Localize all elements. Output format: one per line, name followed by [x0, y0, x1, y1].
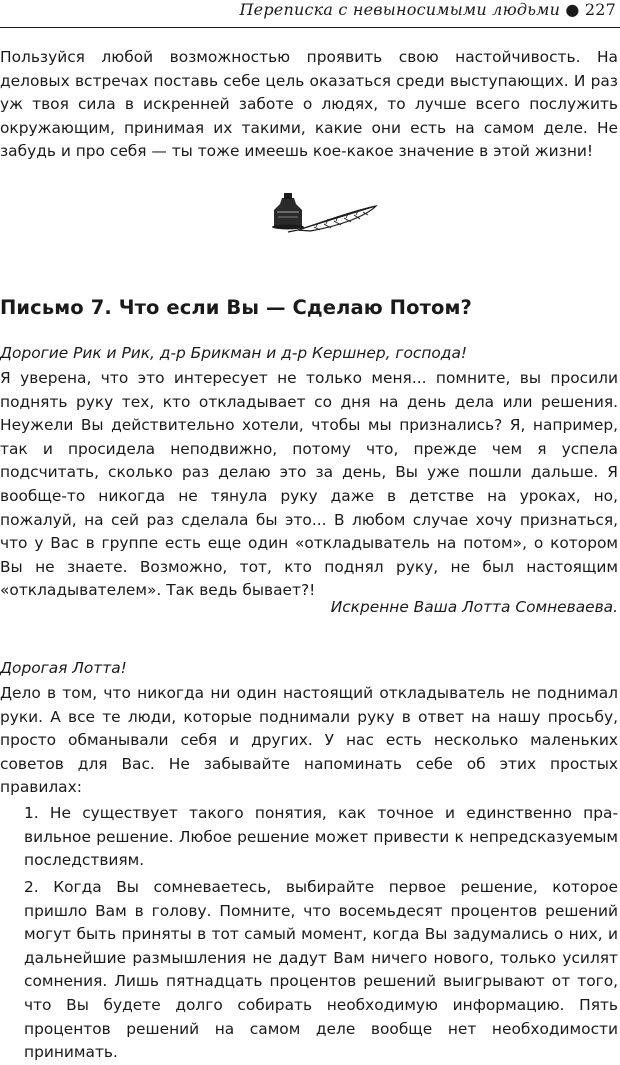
running-title: Переписка с невыносимыми людьми [239, 0, 561, 19]
header-bullet: ● [565, 0, 580, 19]
reply-greeting: Дорогая Лотта! [0, 659, 127, 677]
rule-item: 2. Когда Вы сомневаетесь, выбирайте первое решение, которое пришло Вам в голову. Помните, что восемьдесят процентов решений могут быть приняты в тот самый момент, когда Вы задумались о них, и дальнейшие размышления не дадут Вам ничего нового, только усилят сомнения. Лишь пятнадцать процентов решений выигрывают от того, что Вы будете долго собирать необходимую информацию. Пять процентов решений на самом деле вообще нет необходимости принимать. [24, 878, 618, 1062]
page-number: 227 [584, 0, 616, 19]
letter-greeting: Дорогие Рик и Рик, д-р Брикман и д-р Кершнер, господа! [0, 344, 468, 362]
reply-body: Дело в том, что никогда ни один настоящий откладыватель не поднимал руки. А все те люди, которые поднимали руку в ответ на нашу просьбу, просто обманывали себя и других. У нас есть несколько маленьких советов для Вас. Не забывайте напоминать себе об этих простых правилах: [0, 684, 618, 797]
intro-paragraph: Пользуйся любой возможностью проявить свою настойчивость. На деловых встречах поставь себе цель оказаться среди выступающих. И раз уж твоя сила в искренней заботе о людях, то лучше всего послужить окружающим, принимая их такими, какие они есть на самом деле. Не забудь и про себя — ты тоже имеешь кое-какое значение в этой жизни! [0, 48, 618, 161]
chapter-title: Письмо 7. Что если Вы — Сделаю Потом? [0, 296, 472, 319]
rule-item: 1. Не существует такого понятия, как точное и единственно правильное решение. Любое решение может привести к непредсказуемым последствиям. [24, 804, 618, 870]
letter-signature: Искренне Ваша Лотта Сомневаева. [330, 598, 618, 616]
letter-body: Я уверена, что это интересует не только меня... помните, вы просили поднять руку тех, кто откладывает со дня на день дела или решения. Неужели Вы действительно хотели, чтобы мы признались? Я, например, так и просидела неподвижно, потому что, прежде чем я успела подсчитать, сколько раз делаю это за день, Вы уже пошли дальше. Я вообще-то никогда не тянула руку даже в детстве на уроках, но, пожалуй, на сей раз сделала бы это... В любом случае хочу признаться, что у Вас в группе есть еще один «откладыватель на потом», о котором Вы не знаете. Возможно, тот, кто поднял руку, не был настоящим «откладывателем». Так ведь бывает?! [0, 369, 618, 600]
running-header [0, 0, 620, 28]
inkwell-and-quill-icon [268, 186, 380, 238]
header-text [240, 0, 616, 19]
